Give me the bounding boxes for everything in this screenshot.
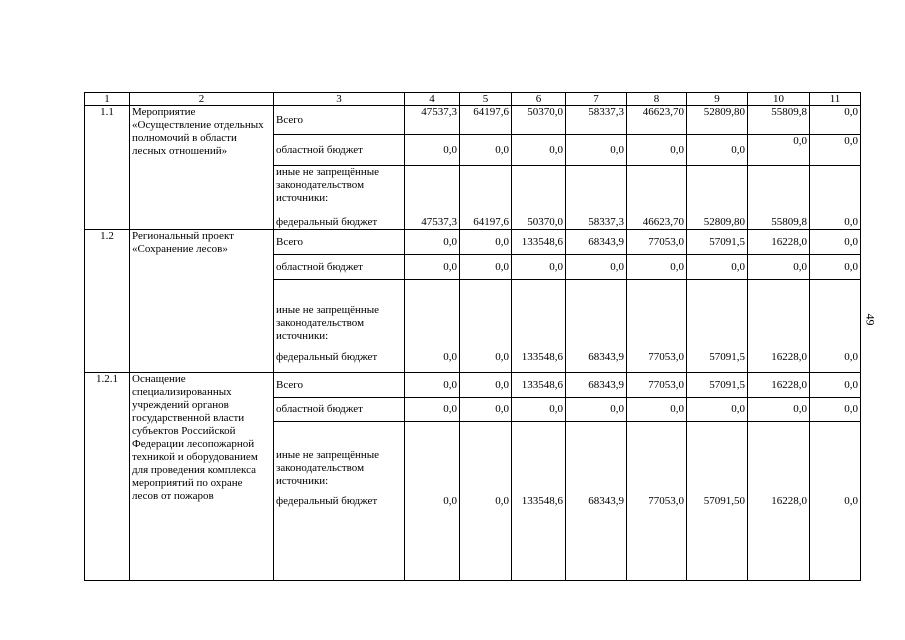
source-label: федеральный бюджет — [274, 214, 405, 230]
value-cell: 0,0 — [687, 398, 748, 422]
value-cell: 0,0 — [810, 255, 861, 280]
value-cell: 0,0 — [810, 106, 861, 135]
value-cell: 133548,6 — [512, 488, 566, 581]
value-cell: 0,0 — [460, 255, 512, 280]
value-cell: 0,0 — [810, 214, 861, 230]
value-cell: 0,0 — [566, 398, 627, 422]
value-cell: 16228,0 — [748, 230, 810, 255]
value-cell: 64197,6 — [460, 106, 512, 135]
source-label: Всего — [274, 230, 405, 255]
source-label: иные не запрещённые законодательством источники: — [274, 422, 405, 488]
value-cell: 0,0 — [460, 373, 512, 398]
value-cell: 0,0 — [460, 135, 512, 166]
source-label: Всего — [274, 106, 405, 135]
header-cell: 10 — [748, 93, 810, 106]
table-row — [85, 230, 861, 255]
value-cell: 46623,70 — [627, 106, 687, 135]
value-cell: 133548,6 — [512, 343, 566, 373]
value-cell: 0,0 — [687, 255, 748, 280]
row-code: 1.1 — [85, 106, 130, 230]
value-cell: 0,0 — [512, 135, 566, 166]
value-cell: 52809,80 — [687, 106, 748, 135]
value-cell: 0,0 — [810, 135, 861, 166]
value-cell: 0,0 — [566, 255, 627, 280]
value-cell: 77053,0 — [627, 373, 687, 398]
value-cell: 0,0 — [512, 255, 566, 280]
value-cell: 0,0 — [405, 230, 460, 255]
table-row — [85, 373, 861, 398]
value-cell: 55809,8 — [748, 214, 810, 230]
value-cell: 50370,0 — [512, 106, 566, 135]
value-cell: 16228,0 — [748, 488, 810, 581]
value-cell: 0,0 — [405, 488, 460, 581]
value-cell: 68343,9 — [566, 230, 627, 255]
value-cell: 55809,8 — [748, 106, 810, 135]
value-cell: 46623,70 — [627, 214, 687, 230]
value-cell: 0,0 — [748, 135, 810, 166]
value-cell: 0,0 — [810, 488, 861, 581]
value-cell: 77053,0 — [627, 488, 687, 581]
value-cell: 47537,3 — [405, 214, 460, 230]
value-cell: 0,0 — [405, 373, 460, 398]
source-label: областной бюджет — [274, 255, 405, 280]
source-label: иные не запрещённые законодательством источники: — [274, 166, 405, 214]
value-cell: 0,0 — [810, 343, 861, 373]
source-label: областной бюджет — [274, 135, 405, 166]
value-cell: 50370,0 — [512, 214, 566, 230]
value-cell: 0,0 — [405, 135, 460, 166]
value-cell: 47537,3 — [405, 106, 460, 135]
value-cell: 0,0 — [627, 135, 687, 166]
value-cell: 0,0 — [748, 398, 810, 422]
value-cell: 57091,5 — [687, 343, 748, 373]
source-label: областной бюджет — [274, 398, 405, 422]
header-cell: 8 — [627, 93, 687, 106]
value-cell: 0,0 — [405, 343, 460, 373]
header-cell: 5 — [460, 93, 512, 106]
value-cell: 58337,3 — [566, 106, 627, 135]
header-cell: 3 — [274, 93, 405, 106]
value-cell: 58337,3 — [566, 214, 627, 230]
value-cell: 77053,0 — [627, 343, 687, 373]
value-cell: 68343,9 — [566, 343, 627, 373]
value-cell: 0,0 — [460, 398, 512, 422]
source-label: иные не запрещённые законодательством источники: — [274, 280, 405, 343]
value-cell: 68343,9 — [566, 373, 627, 398]
value-cell: 0,0 — [405, 398, 460, 422]
value-cell: 52809,80 — [687, 214, 748, 230]
header-cell: 9 — [687, 93, 748, 106]
page-number: 49 — [863, 313, 878, 326]
budget-table — [84, 92, 861, 581]
value-cell: 0,0 — [460, 230, 512, 255]
value-cell: 0,0 — [405, 255, 460, 280]
value-cell: 77053,0 — [627, 230, 687, 255]
header-row — [85, 93, 861, 106]
value-cell: 0,0 — [566, 135, 627, 166]
source-label: федеральный бюджет — [274, 488, 405, 581]
value-cell: 0,0 — [748, 255, 810, 280]
header-cell: 1 — [85, 93, 130, 106]
value-cell: 57091,5 — [687, 373, 748, 398]
value-cell: 0,0 — [810, 373, 861, 398]
value-cell: 57091,5 — [687, 230, 748, 255]
value-cell: 0,0 — [460, 343, 512, 373]
row-name: Мероприятие «Осуществление отдельных полномочий в области лесных отношений» — [130, 106, 274, 230]
header-cell: 6 — [512, 93, 566, 106]
row-code: 1.2 — [85, 230, 130, 373]
table-row — [85, 106, 861, 135]
value-cell: 0,0 — [460, 488, 512, 581]
row-code: 1.2.1 — [85, 373, 130, 581]
row-name: Региональный проект «Сохранение лесов» — [130, 230, 274, 373]
value-cell: 0,0 — [512, 398, 566, 422]
header-cell: 11 — [810, 93, 861, 106]
source-label: Всего — [274, 373, 405, 398]
value-cell: 0,0 — [687, 135, 748, 166]
value-cell: 16228,0 — [748, 373, 810, 398]
value-cell: 68343,9 — [566, 488, 627, 581]
value-cell: 133548,6 — [512, 373, 566, 398]
value-cell: 64197,6 — [460, 214, 512, 230]
value-cell: 57091,50 — [687, 488, 748, 581]
header-cell: 2 — [130, 93, 274, 106]
value-cell: 0,0 — [810, 398, 861, 422]
value-cell: 0,0 — [627, 255, 687, 280]
header-cell: 4 — [405, 93, 460, 106]
value-cell: 0,0 — [810, 230, 861, 255]
source-label: федеральный бюджет — [274, 343, 405, 373]
header-cell: 7 — [566, 93, 627, 106]
row-name: Оснащение специализированных учреждений органов государственной власти субъектов Российской Федерации лесопожарной техникой и оборудованием для проведения комплекса мероприятий по охране лесов от пожаров — [130, 373, 274, 581]
value-cell: 0,0 — [627, 398, 687, 422]
value-cell: 16228,0 — [748, 343, 810, 373]
value-cell: 133548,6 — [512, 230, 566, 255]
